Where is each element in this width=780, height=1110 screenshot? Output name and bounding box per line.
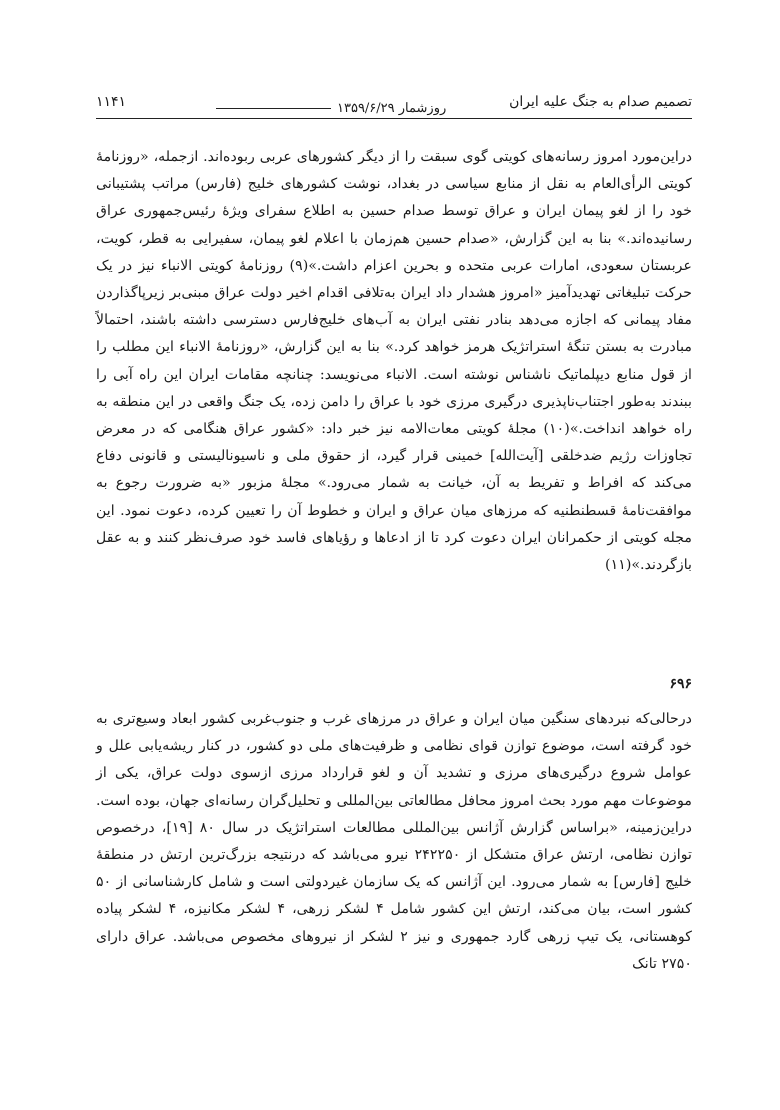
text-line: (فارس) مراتب پشتیبانی خود را از لغو پیمان ایران و عراق توسط صدام حسین به اطلاع [96,176,692,220]
text-line: درحالی‌که نبردهای سنگین میان ایران و عراق در مرزهای غرب و جنوب‌غربی کشور ابعاد [171,711,692,727]
text-line: وسیع‌تری به خود گرفته است، موضوع توازن قوای نظامی و ظرفیت‌های ملی دو کشور، در [96,711,692,755]
text-line: ایران به آب‌های خلیج‌فارس دسترسی داشته باشند، احتمالاً مبادرت به بستن تنگهٔ استراتژیک [96,312,693,356]
text-line: مطالعات استراتژیک در سال ۸۰ [۱۹]، درخصوص توازن نظامی، ارتش عراق متشکل از [96,819,692,864]
paragraph-1-text [96,144,692,579]
section-label-group [216,101,446,116]
text-line: تجاوزات رژیم ضدخلقی [آیت‌الله] خمینی قرار گیرد، از حقوق ملی و ناسیونالیستی و قانونی [128,448,692,465]
text-line: ۲۴۲۲۵۰ نیرو می‌باشد که درنتیجه بزرگ‌ترین ارتش در منطقهٔ خلیج [فارس] به شمار می‌رود. [96,847,692,891]
text-line: زرهی گارد جمهوری و نیز ۲ لشکر از نیروهای مخصوص می‌باشد. عراق دارای ۲۷۵۰ تانک [96,928,692,972]
text-line: صرف‌نظر کنند و به عقل بازگردند.»(۱۱) [96,529,692,574]
text-line: سفرای ویژهٔ رئیس‌جمهوری عراق رسانیده‌اند.» بنا به این گزارش، «صدام حسین هم‌زمان با [96,203,692,247]
text-line: اعلام لغو پیمان، سفیرایی به قطر، کویت، عربستان سعودی، امارات عربی متحده و بحرین اعزام [96,230,692,274]
text-line: این آژانس که یک سازمان غیردولتی است و شامل کارشناسانی از ۵۰ کشور است، بیان می‌کند، [96,874,692,918]
text-line: اجتناب‌ناپذیری درگیری مرزی خود با عراق را دامن زده، یک جنگ واقعی در این منطقه به راه [96,393,692,438]
text-line: هرمز خواهد کرد.» بنا به این گزارش، «روزنامهٔ الانباء این مطلب را از قول منابع دیپلماتیک [96,339,692,383]
paragraph-1 [96,144,692,579]
section-rule [216,108,331,109]
entry-number: ۶۹۶ [669,676,692,692]
text-line: خواهد انداخت.»(۱۰) مجلهٔ کویتی معات‌الامه نیز خبر داد: «کشور عراق هنگامی که در معرض [96,421,667,438]
running-header [96,92,692,119]
text-line: نمود. این مجله کویتی از حکمرانان ایران دعوت کرد تا از ادعاها و رؤیاهای فاسد خود [96,502,693,546]
book-title: تصمیم صدام به جنگ علیه ایران [509,94,692,110]
text-line: داشت.»(۹) روزنامهٔ کویتی الانباء نیز در یک حرکت تبلیغاتی تهدیدآمیز «امروز هشدار داد ایران [96,257,693,302]
text-line: دراین‌مورد امروز رسانه‌های کویتی گوی سبقت را از دیگر کشورهای عربی ربوده‌اند. [203,149,693,165]
text-line: ازسوی دولت عراق، یکی از موضوعات مهم مورد بحث امروز محافل مطالعاتی بین‌المللی و [96,765,693,809]
page-number: ۱۱۴۱ [96,94,127,110]
section-label: روزشمار ۱۳۵۹/۶/۲۹ [337,101,447,116]
text-line: کنار ریشه‌یابی علل و عوامل شروع درگیری‌های مرزی و تشدید آن و لغو قرارداد مرزی [96,738,693,782]
text-line: دفاع می‌کند که افراط و تفریط به آن، خیانت به شمار می‌رود.» مجلهٔ مزبور «به ضرورت رجوع [96,448,692,492]
text-line: ازجمله، «روزنامهٔ کویتی الرأی‌العام به نقل از منابع سیاسی در بغداد، نوشت کشورهای خلیج [96,149,692,193]
paragraph-2 [96,706,692,978]
paragraph-2-text [96,706,692,978]
text-line: به‌تلافی اقدام اخیر دولت عراق مبنی‌بر زیرپاگذاردن مفاد پیمانی که اجازه می‌دهد بنادر نفتی [96,285,692,329]
text-line: تحلیل‌گران رسانه‌ای جهان، بوده است. دراین‌زمینه، «براساس گزارش آژانس بین‌المللی [96,792,692,836]
text-line: ارتش این کشور شامل ۴ لشکر زرهی، ۴ لشکر مکانیزه، ۴ لشکر پیاده کوهستانی، یک تیپ [96,901,692,945]
text-line: ناشناس نوشته است. الانباء می‌نویسد: چنانچه مقامات ایران این راه آبی را ببندند به‌طور [96,366,692,410]
text-line: به موافقت‌نامهٔ قسطنطنیه که مرزهای میان عراق و ایران و خطوط آن را تعیین کرده، دعوت [96,475,692,519]
